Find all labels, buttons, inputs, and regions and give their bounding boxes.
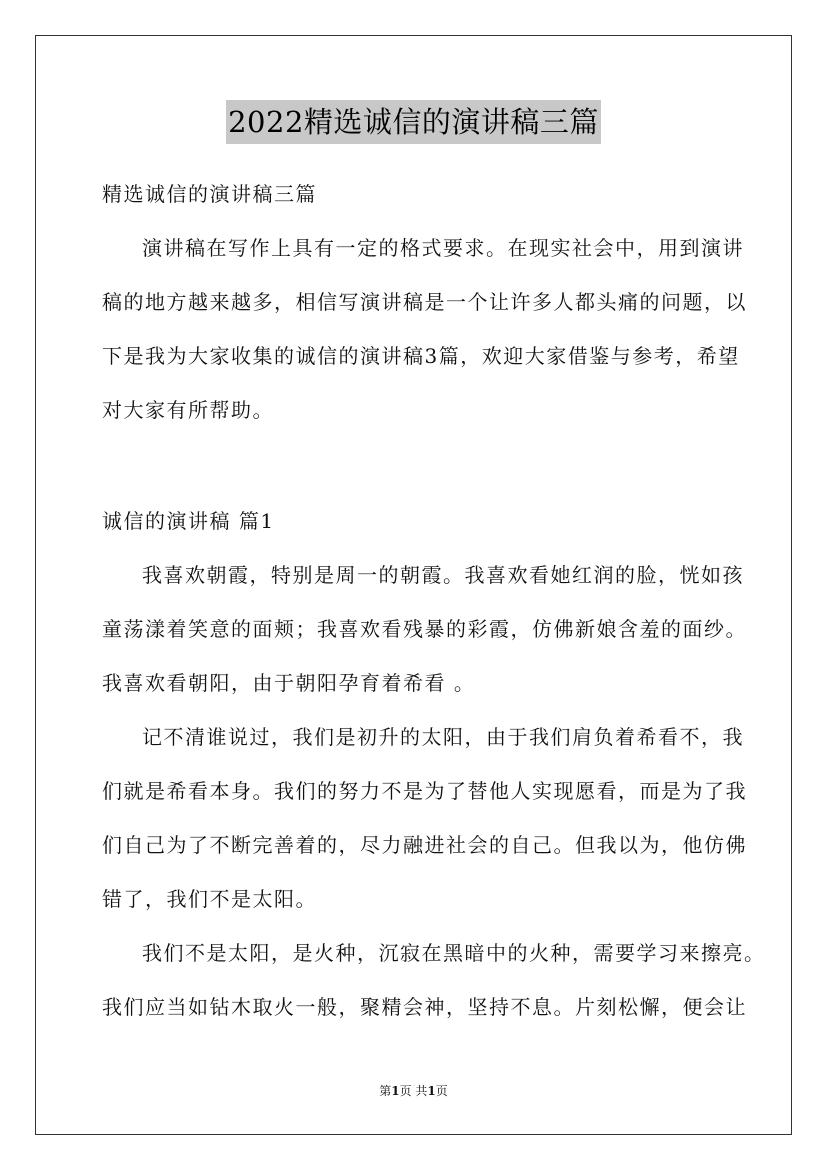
footer-page-total: 1 (427, 1084, 436, 1098)
para1-line-1: 我喜欢朝霞，特别是周一的朝霞。我喜欢看她红润的脸，恍如孩 (142, 563, 744, 587)
para3-line-2: 我们应当如钻木取火一般，聚精会神，坚持不息。片刻松懈，便会让 (102, 995, 747, 1019)
intro-line-3: 下是我为大家收集的诚信的演讲稿3篇，欢迎大家借鉴与参考，希望 (102, 344, 740, 368)
intro-line-1: 演讲稿在写作上具有一定的格式要求。在现实社会中，用到演讲 (142, 236, 744, 260)
footer-mid: 页 共 (399, 1084, 428, 1098)
para3-line-1: 我们不是太阳，是火种，沉寂在黑暗中的火种，需要学习来擦亮。 (142, 941, 766, 965)
intro-line-4: 对大家有所帮助。 (102, 398, 274, 422)
footer-page-number: 1 (391, 1084, 400, 1098)
footer-prefix: 第 (379, 1084, 392, 1098)
para1-line-3: 我喜欢看朝阳，由于朝阳孕育着希看 。 (102, 671, 476, 695)
intro-line-2: 稿的地方越来越多，相信写演讲稿是一个让许多人都头痛的问题，以 (102, 290, 747, 314)
para2-line-4: 错了，我们不是太阳。 (102, 887, 317, 911)
subtitle: 精选诚信的演讲稿三篇 (102, 182, 317, 206)
para1-line-2: 童荡漾着笑意的面颊；我喜欢看残暴的彩霞，仿佛新娘含羞的面纱。 (102, 617, 747, 641)
title-container (0, 100, 827, 144)
document-title: 2022精选诚信的演讲稿三篇 (226, 100, 601, 144)
page-footer (0, 1083, 827, 1099)
section-heading: 诚信的演讲稿 篇1 (102, 509, 275, 533)
para2-line-3: 们自己为了不断完善着的，尽力融进社会的自己。但我以为，他仿佛 (102, 833, 747, 857)
footer-suffix: 页 (435, 1084, 448, 1098)
para2-line-1: 记不清谁说过，我们是初升的太阳，由于我们肩负着希看不，我 (142, 725, 744, 749)
para2-line-2: 们就是希看本身。我们的努力不是为了替他人实现愿看，而是为了我 (102, 779, 747, 803)
